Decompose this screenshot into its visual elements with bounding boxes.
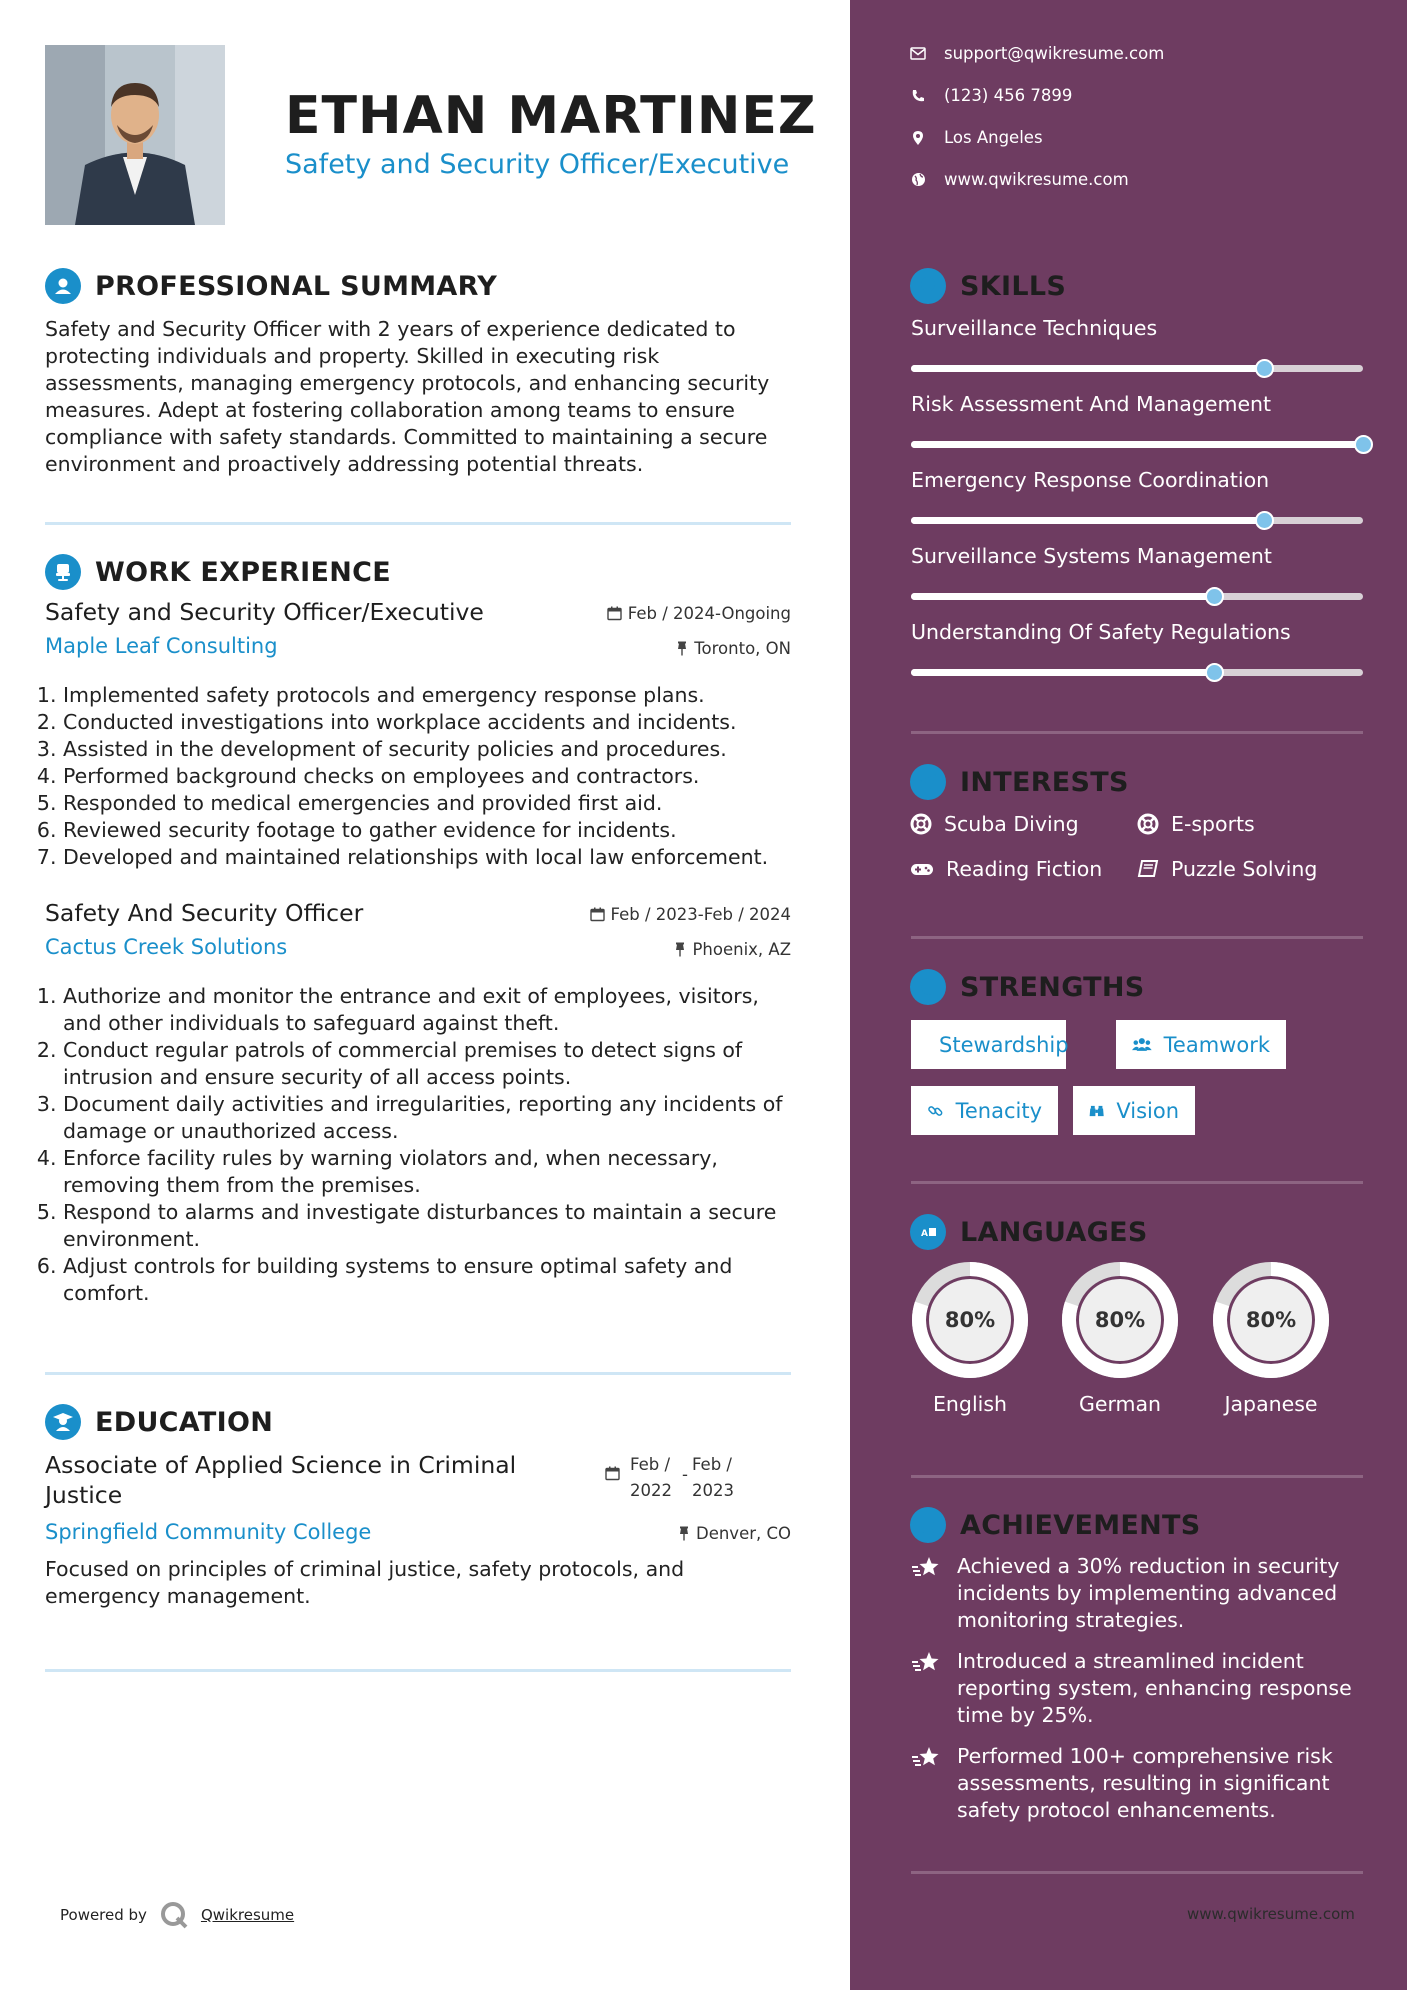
experience-heading-text: WORK EXPERIENCE bbox=[95, 556, 391, 588]
skill-label: Risk Assessment And Management bbox=[911, 392, 1272, 416]
shooting-star-icon bbox=[911, 1553, 943, 1634]
edu-start-year: 2022 bbox=[630, 1481, 672, 1500]
skills-heading bbox=[910, 268, 1066, 304]
office-chair-icon bbox=[45, 554, 81, 590]
skill-item bbox=[911, 392, 1363, 416]
job-bullets bbox=[45, 682, 791, 871]
strength-label: Stewardship bbox=[939, 1032, 1069, 1057]
skill-bar-track bbox=[911, 517, 1363, 524]
skill-bar-knob bbox=[1255, 511, 1274, 530]
skill-bar-knob bbox=[1205, 663, 1224, 682]
contact-phone[interactable] bbox=[910, 86, 1072, 105]
languages-heading-text: LANGUAGES bbox=[960, 1216, 1148, 1248]
language-name: English bbox=[932, 1392, 1008, 1416]
education-heading bbox=[45, 1404, 273, 1440]
education-dates bbox=[605, 1452, 734, 1504]
calendar-icon bbox=[607, 606, 622, 621]
fist-icon bbox=[910, 969, 946, 1005]
book-icon bbox=[1137, 859, 1159, 879]
translate-icon bbox=[910, 1214, 946, 1250]
job-bullet: 4. Performed background checks on employees and contractors. bbox=[63, 763, 791, 790]
job-location-text: Toronto, ON bbox=[694, 639, 791, 658]
skill-bar-knob bbox=[1354, 435, 1373, 454]
interest-label: Scuba Diving bbox=[944, 812, 1079, 836]
section-divider bbox=[45, 1669, 791, 1672]
profile-photo bbox=[45, 45, 225, 225]
svg-text:A: A bbox=[921, 1229, 928, 1239]
strengths-heading-text: STRENGTHS bbox=[960, 971, 1145, 1003]
job-date-text: Feb / 2023-Feb / 2024 bbox=[610, 905, 791, 924]
qwikresume-logo-icon bbox=[159, 1900, 189, 1930]
education-description: Focused on principles of criminal justice, safety protocols, and emergency management. bbox=[45, 1557, 685, 1608]
language-percent: 80% bbox=[944, 1308, 996, 1332]
powered-by bbox=[60, 1900, 294, 1930]
job-bullet: 5. Responded to medical emergencies and provided first aid. bbox=[63, 790, 791, 817]
interest-label: Puzzle Solving bbox=[1171, 857, 1318, 881]
job-company: Cactus Creek Solutions bbox=[45, 935, 288, 959]
school-name: Springfield Community College bbox=[45, 1520, 372, 1544]
strength-label: Tenacity bbox=[955, 1098, 1042, 1123]
job-bullets bbox=[45, 983, 791, 1307]
job-date bbox=[607, 604, 791, 623]
job-location bbox=[676, 639, 791, 658]
job-location-text: Phoenix, AZ bbox=[692, 940, 791, 959]
contact-location-text: Los Angeles bbox=[944, 128, 1043, 147]
skill-bar-fill bbox=[911, 365, 1264, 372]
graduation-cap-icon bbox=[45, 1404, 81, 1440]
achievement-text: Achieved a 30% reduction in security incidents by implementing advanced monitoring strategies. bbox=[957, 1554, 1340, 1632]
job-bullet: 2. Conduct regular patrols of commercial premises to detect signs of intrusion and ensure security of all access points. bbox=[63, 1037, 791, 1091]
job-bullet: 1. Authorize and monitor the entrance and exit of employees, visitors, and other individuals to safeguard against theft. bbox=[63, 983, 791, 1037]
job-bullet: 4. Enforce facility rules by warning violators and, when necessary, removing them from the premises. bbox=[63, 1145, 791, 1199]
strength-label: Vision bbox=[1116, 1098, 1179, 1123]
contact-location bbox=[910, 128, 1043, 147]
section-divider bbox=[911, 1871, 1363, 1874]
strength-tag bbox=[1116, 1020, 1286, 1069]
achievement-item bbox=[911, 1553, 1371, 1634]
map-pin-icon bbox=[910, 130, 926, 146]
skill-label: Emergency Response Coordination bbox=[911, 468, 1270, 492]
candidate-name: ETHAN MARTINEZ bbox=[285, 86, 817, 146]
section-divider bbox=[911, 1181, 1363, 1184]
job-bullet: 7. Developed and maintained relationships with local law enforcement. bbox=[63, 844, 791, 871]
calendar-icon bbox=[590, 907, 605, 922]
section-divider bbox=[911, 731, 1363, 734]
language-item bbox=[910, 1260, 1030, 1416]
user-icon bbox=[45, 268, 81, 304]
interest-item bbox=[910, 812, 1079, 836]
job-company: Maple Leaf Consulting bbox=[45, 634, 278, 658]
skill-bar-fill bbox=[911, 593, 1214, 600]
achievement-item bbox=[911, 1648, 1371, 1729]
contact-email-text: support@qwikresume.com bbox=[944, 44, 1165, 63]
job-bullet: 2. Conducted investigations into workplace accidents and incidents. bbox=[63, 709, 791, 736]
language-ring bbox=[1060, 1260, 1180, 1380]
interest-label: E-sports bbox=[1171, 812, 1255, 836]
degree-title: Associate of Applied Science in Criminal Justice bbox=[45, 1451, 517, 1509]
section-divider bbox=[911, 936, 1363, 939]
summary-heading bbox=[45, 268, 497, 304]
link-icon bbox=[927, 1100, 944, 1122]
experience-heading bbox=[45, 554, 391, 590]
language-item bbox=[1060, 1260, 1180, 1416]
skill-item bbox=[911, 544, 1363, 568]
job-date bbox=[590, 905, 791, 924]
language-name: German bbox=[1078, 1392, 1162, 1416]
pushpin-icon bbox=[676, 641, 688, 656]
job-entry bbox=[45, 598, 791, 871]
skill-bar-track bbox=[911, 593, 1363, 600]
job-bullet: 1. Implemented safety protocols and emergency response plans. bbox=[63, 682, 791, 709]
skill-bar-knob bbox=[1255, 359, 1274, 378]
star-badge-icon bbox=[910, 1507, 946, 1543]
lightbulb-icon bbox=[910, 268, 946, 304]
interests-heading bbox=[910, 764, 1129, 800]
pushpin-icon bbox=[674, 942, 686, 957]
footer-website-link[interactable]: www.qwikresume.com bbox=[1187, 1905, 1355, 1923]
edu-end-month: Feb / bbox=[691, 1455, 732, 1474]
skill-bar-track bbox=[911, 669, 1363, 676]
shooting-star-icon bbox=[911, 1648, 943, 1729]
strength-tag bbox=[911, 1086, 1058, 1135]
job-bullet: 3. Document daily activities and irregularities, reporting any incidents of damage or unauthorized access. bbox=[63, 1091, 791, 1145]
achievement-text: Introduced a streamlined incident reporting system, enhancing response time by 25%. bbox=[957, 1649, 1352, 1727]
candidate-title: Safety and Security Officer/Executive bbox=[285, 149, 790, 180]
job-title: Safety and Security Officer/Executive bbox=[45, 598, 484, 626]
strength-label: Teamwork bbox=[1163, 1032, 1270, 1057]
achievement-text: Performed 100+ comprehensive risk assessments, resulting in significant safety protocol enhancements. bbox=[957, 1744, 1333, 1822]
paper-plane-icon bbox=[910, 764, 946, 800]
summary-text: Safety and Security Officer with 2 years of experience dedicated to protecting individuals and property. Skilled in executing risk assessments, managing emergency protocols, and enhancing security measures. Adept at fostering collaboration among teams to ensure compliance with safety standards. Committed to maintaining a secure environment and proactively addressing potential threats. bbox=[45, 317, 770, 476]
language-name: Japanese bbox=[1224, 1392, 1318, 1416]
strength-tag bbox=[1073, 1086, 1195, 1135]
skill-bar-fill bbox=[911, 441, 1363, 448]
calendar-icon bbox=[605, 1466, 620, 1481]
achievements-heading-text: ACHIEVEMENTS bbox=[960, 1509, 1201, 1541]
skills-heading-text: SKILLS bbox=[960, 270, 1067, 302]
strength-tag bbox=[911, 1020, 1069, 1069]
language-item bbox=[1211, 1260, 1331, 1416]
education-heading-text: EDUCATION bbox=[95, 1406, 274, 1438]
powered-by-brand-link[interactable]: Qwikresume bbox=[200, 1906, 295, 1924]
binoculars-icon bbox=[1089, 1101, 1104, 1121]
edu-date-separator: - bbox=[682, 1465, 688, 1484]
job-bullet: 6. Reviewed security footage to gather evidence for incidents. bbox=[63, 817, 791, 844]
job-location bbox=[674, 940, 791, 959]
powered-by-label: Powered by bbox=[60, 1906, 147, 1924]
interest-item bbox=[910, 857, 1102, 881]
lifebuoy-icon bbox=[1137, 813, 1159, 835]
skill-item bbox=[911, 468, 1363, 492]
section-divider bbox=[45, 522, 791, 525]
gamepad-icon bbox=[910, 861, 934, 877]
skill-label: Surveillance Systems Management bbox=[911, 544, 1272, 568]
contact-website-text: www.qwikresume.com bbox=[944, 170, 1129, 189]
section-divider bbox=[911, 1475, 1363, 1478]
skill-bar-fill bbox=[911, 517, 1264, 524]
contact-phone-text: (123) 456 7899 bbox=[944, 86, 1073, 105]
language-ring bbox=[1211, 1260, 1331, 1380]
interests-heading-text: INTERESTS bbox=[960, 766, 1129, 798]
interest-label: Reading Fiction bbox=[946, 857, 1103, 881]
interest-item bbox=[1137, 857, 1317, 881]
edu-end-year: 2023 bbox=[691, 1481, 734, 1500]
contact-website[interactable] bbox=[910, 170, 1129, 189]
skill-bar-track bbox=[911, 365, 1363, 372]
globe-icon bbox=[910, 172, 926, 188]
phone-icon bbox=[910, 88, 926, 104]
education-location bbox=[678, 1524, 791, 1543]
languages-heading bbox=[910, 1214, 1148, 1250]
skill-bar-fill bbox=[911, 669, 1214, 676]
job-bullet: 3. Assisted in the development of security policies and procedures. bbox=[63, 736, 791, 763]
job-date-text: Feb / 2024-Ongoing bbox=[627, 604, 791, 623]
language-ring bbox=[910, 1260, 1030, 1380]
job-entry bbox=[45, 899, 791, 1307]
contact-email[interactable] bbox=[910, 44, 1164, 63]
achievements-heading bbox=[910, 1507, 1201, 1543]
skill-bar-track bbox=[911, 441, 1363, 448]
skill-label: Understanding Of Safety Regulations bbox=[911, 620, 1291, 644]
job-bullet: 5. Respond to alarms and investigate disturbances to maintain a secure environment. bbox=[63, 1199, 791, 1253]
users-icon bbox=[1132, 1035, 1152, 1054]
pushpin-icon bbox=[678, 1526, 690, 1541]
shooting-star-icon bbox=[911, 1743, 943, 1824]
envelope-icon bbox=[910, 46, 926, 62]
skill-item bbox=[911, 620, 1363, 644]
achievement-item bbox=[911, 1743, 1371, 1824]
lifebuoy-icon bbox=[910, 813, 932, 835]
job-title: Safety And Security Officer bbox=[45, 899, 364, 927]
strengths-heading bbox=[910, 969, 1145, 1005]
interest-item bbox=[1137, 812, 1255, 836]
skill-item bbox=[911, 316, 1363, 340]
job-bullet: 6. Adjust controls for building systems to ensure optimal safety and comfort. bbox=[63, 1253, 791, 1307]
summary-heading-text: PROFESSIONAL SUMMARY bbox=[95, 270, 498, 302]
edu-start-month: Feb / bbox=[630, 1455, 671, 1474]
skill-label: Surveillance Techniques bbox=[911, 316, 1158, 340]
section-divider bbox=[45, 1372, 791, 1375]
education-location-text: Denver, CO bbox=[695, 1524, 791, 1543]
language-percent: 80% bbox=[1245, 1308, 1297, 1332]
skill-bar-knob bbox=[1205, 587, 1224, 606]
language-percent: 80% bbox=[1094, 1308, 1146, 1332]
